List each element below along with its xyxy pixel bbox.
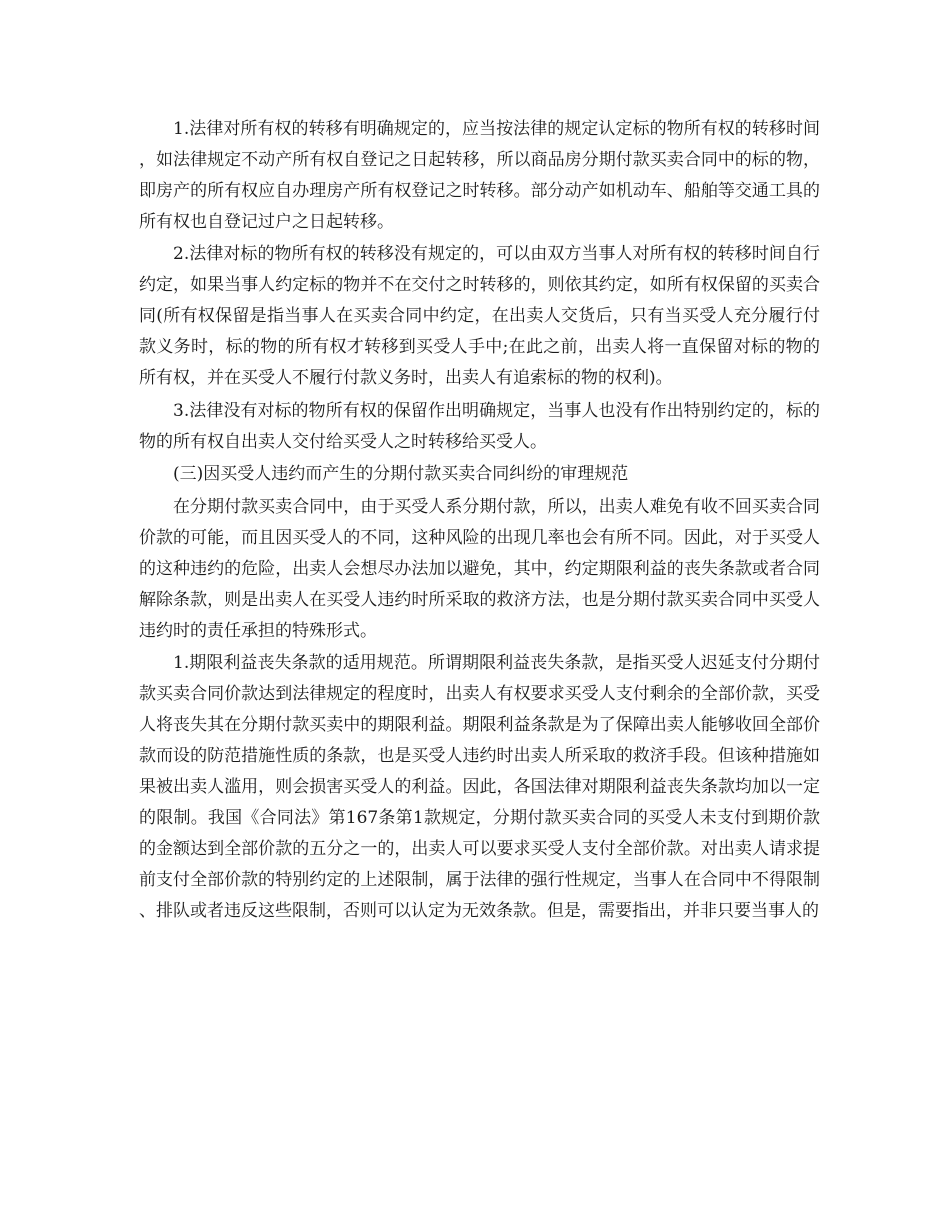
document-body (139, 114, 820, 927)
section-heading-buyer-breach: (三)因买受人违约而产生的分期付款买卖合同纠纷的审理规范 (173, 464, 629, 485)
paragraph-installment-risk: 在分期付款买卖合同中，由于买受人系分期付款，所以，出卖人难免有收不回买卖合同价款的可能，而且因买受人的不同，这种风险的出现几率也会有所不同。因此，对于买受人的这种违约的危险，出卖人会想尽办法加以避免，其中，约定期限利益的丧失条款或者合同解除条款，则是出卖人在买受人违约时所采取的救济方法，也是分期付款买卖合同中买受人违约时的责任承担的特殊形式。 (139, 496, 820, 641)
paragraph-ownership-agreed: 2.法律对标的物所有权的转移没有规定的，可以由双方当事人对所有权的转移时间自行约定，如果当事人约定标的物并不在交付之时转移的，则依其约定，如所有权保留的买卖合同(所有权保留是指当事人在买卖合同中约定，在出卖人交货后，只有当买受人充分履行付款义务时，标的物的所有权才转移到买受人手中;在此之前，出卖人将一直保留对标的物的所有权，并在买受人不履行付款义务时，出卖人有追索标的物的权利)。 (139, 244, 820, 389)
paragraph-ownership-default: 3.法律没有对标的物所有权的保留作出明确规定，当事人也没有作出特别约定的，标的物的所有权自出卖人交付给买受人之时转移给买受人。 (139, 400, 820, 452)
paragraph-ownership-statutory: 1.法律对所有权的转移有明确规定的，应当按法律的规定认定标的物所有权的转移时间，如法律规定不动产所有权自登记之日起转移，所以商品房分期付款买卖合同中的标的物，即房产的所有权应自办理房产所有权登记之时转移。部分动产如机动车、船舶等交通工具的所有权也自登记过户之日起转移。 (139, 119, 820, 232)
paragraph-acceleration-clause: 1.期限利益丧失条款的适用规范。所谓期限利益丧失条款，是指买受人迟延支付分期付款买卖合同价款达到法律规定的程度时，出卖人有权要求买受人支付剩余的全部价款，买受人将丧失其在分期付款买卖中的期限利益。期限利益条款是为了保障出卖人能够收回全部价款而设的防范措施性质的条款，也是买受人违约时出卖人所采取的救济手段。但该种措施如果被出卖人滥用，则会损害买受人的利益。因此，各国法律对期限利益丧失条款均加以一定的限制。我国《合同法》第167条第1款规定，分期付款买卖合同的买受人未支付到期价款的金额达到全部价款的五分之一的，出卖人可以要求买受人支付全部价款。对出卖人请求提前支付全部价款的特别约定的上述限制，属于法律的强行性规定，当事人在合同中不得限制、排队或者违反这些限制，否则可以认定为无效条款。但是，需要指出，并非只要当事人的 (139, 652, 820, 921)
